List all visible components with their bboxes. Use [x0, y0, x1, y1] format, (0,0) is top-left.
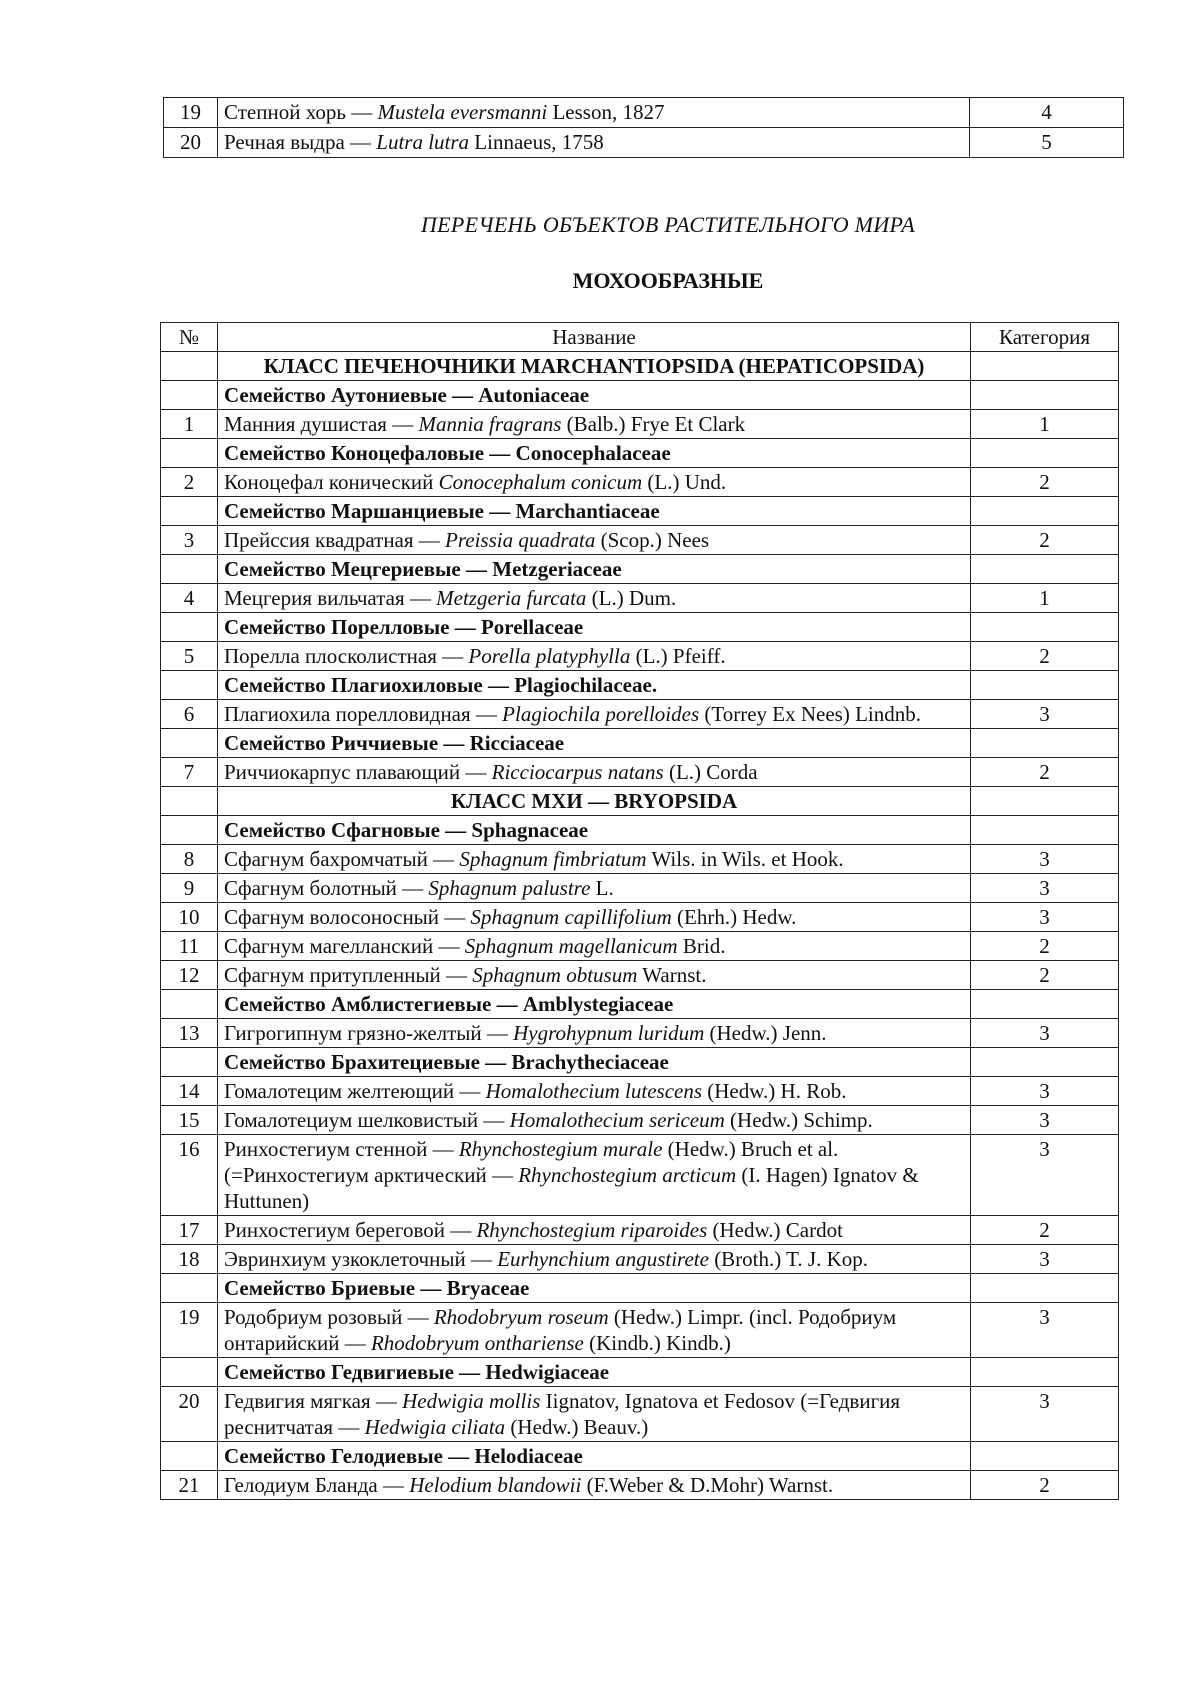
latin-name: Rhynchostegium arcticum [518, 1163, 737, 1187]
category-value: 2 [971, 1471, 1119, 1500]
category-value: 1 [971, 410, 1119, 439]
row-number: 20 [161, 1387, 218, 1442]
category-value [971, 1442, 1119, 1471]
latin-name: Sphagnum magellanicum [464, 934, 678, 958]
category-value: 3 [971, 700, 1119, 729]
latin-name: Mannia fragrans [418, 412, 562, 436]
table-row [161, 584, 1119, 613]
family-heading: Семейство Риччиевые — Ricciaceae [218, 729, 971, 758]
category-value: 3 [971, 1077, 1119, 1106]
family-row [161, 671, 1119, 700]
latin-name: Ricciocarpus natans [491, 760, 664, 784]
species-name: Порелла плосколистная — Porella platyphylla (L.) Pfeiff. [218, 642, 971, 671]
table-row [161, 468, 1119, 497]
species-name: Родобриум розовый — Rhodobryum roseum (Hedw.) Limpr. (incl. Родобриум онтарийский — Rhodobryum onthariense (Kindb.) Kindb.) [218, 1303, 971, 1358]
category-value [971, 497, 1119, 526]
latin-name: Mustela eversmanni [377, 100, 548, 124]
row-number: 18 [161, 1245, 218, 1274]
category-value: 3 [971, 845, 1119, 874]
family-row [161, 555, 1119, 584]
row-number: 19 [164, 98, 218, 128]
table-row [164, 128, 1124, 158]
category-value [971, 555, 1119, 584]
class-heading: КЛАСС ПЕЧЕНОЧНИКИ MARCHANTIOPSIDA (HEPATICOPSIDA) [218, 352, 971, 381]
table-row [161, 642, 1119, 671]
row-number [161, 729, 218, 758]
latin-name: Homalothecium sericeum [509, 1108, 725, 1132]
family-row [161, 497, 1119, 526]
header-name: Название [218, 323, 971, 352]
category-value [971, 787, 1119, 816]
family-heading: Семейство Сфагновые — Sphagnaceae [218, 816, 971, 845]
species-name: Гигрогипнум грязно-желтый — Hygrohypnum luridum (Hedw.) Jenn. [218, 1019, 971, 1048]
table-row [161, 1245, 1119, 1274]
row-number: 21 [161, 1471, 218, 1500]
row-number: 5 [161, 642, 218, 671]
table-row [161, 1216, 1119, 1245]
category-value: 1 [971, 584, 1119, 613]
latin-name: Helodium blandowii [409, 1473, 582, 1497]
row-number: 15 [161, 1106, 218, 1135]
species-name: Сфагнум болотный — Sphagnum palustre L. [218, 874, 971, 903]
table-row [161, 874, 1119, 903]
species-name: Гомалотециум шелковистый — Homalothecium sericeum (Hedw.) Schimp. [218, 1106, 971, 1135]
family-heading: Семейство Маршанциевые — Marchantiaceae [218, 497, 971, 526]
header-row [161, 323, 1119, 352]
category-value: 4 [970, 98, 1124, 128]
table-row [161, 1106, 1119, 1135]
row-number [161, 1442, 218, 1471]
family-row [161, 729, 1119, 758]
species-name: Прейссия квадратная — Preissia quadrata (Scop.) Nees [218, 526, 971, 555]
row-number [161, 381, 218, 410]
class-row [161, 787, 1119, 816]
family-heading: Семейство Мецгериевые — Metzgeriaceae [218, 555, 971, 584]
family-row [161, 1358, 1119, 1387]
latin-name: Conocephalum conicum [438, 470, 643, 494]
row-number [161, 990, 218, 1019]
category-value: 2 [971, 758, 1119, 787]
latin-name: Metzgeria furcata [436, 586, 587, 610]
category-value [971, 671, 1119, 700]
table-row [161, 1471, 1119, 1500]
fauna-table-continuation [163, 97, 1124, 158]
row-number: 8 [161, 845, 218, 874]
class-row [161, 352, 1119, 381]
family-heading: Семейство Аутониевые — Autoniaceae [218, 381, 971, 410]
row-number: 4 [161, 584, 218, 613]
category-value [971, 729, 1119, 758]
category-value: 2 [971, 932, 1119, 961]
family-heading: Семейство Порелловые — Porellaceae [218, 613, 971, 642]
category-value [971, 1274, 1119, 1303]
latin-name: Sphagnum capillifolium [470, 905, 672, 929]
row-number [161, 1048, 218, 1077]
species-name: Ринхостегиум стенной — Rhynchostegium murale (Hedw.) Bruch et al. (=Ринхостегиум арктический — Rhynchostegium arcticum (I. Hagen) Ignatov & Huttunen) [218, 1135, 971, 1216]
family-row [161, 990, 1119, 1019]
row-number: 11 [161, 932, 218, 961]
species-name: Плагиохила порелловидная — Plagiochila porelloides (Torrey Ex Nees) Lindnb. [218, 700, 971, 729]
row-number: 17 [161, 1216, 218, 1245]
category-value [971, 613, 1119, 642]
table-row [161, 1387, 1119, 1442]
latin-name: Rhynchostegium riparoides [476, 1218, 708, 1242]
category-value: 2 [971, 1216, 1119, 1245]
table-row [161, 700, 1119, 729]
species-name: Риччиокарпус плавающий — Ricciocarpus natans (L.) Corda [218, 758, 971, 787]
row-number: 16 [161, 1135, 218, 1216]
row-number: 7 [161, 758, 218, 787]
species-name: Гедвигия мягкая — Hedwigia mollis Iignatov, Ignatova et Fedosov (=Гедвигия реснитчатая — Hedwigia ciliata (Hedw.) Beauv.) [218, 1387, 971, 1442]
table-row [161, 1019, 1119, 1048]
species-name: Гелодиум Бланда — Helodium blandowii (F.Weber & D.Mohr) Warnst. [218, 1471, 971, 1500]
bryophyte-table [160, 322, 1119, 1500]
latin-name: Rhodobryum onthariense [370, 1331, 584, 1355]
row-number: 1 [161, 410, 218, 439]
latin-name: Eurhynchium angustirete [497, 1247, 709, 1271]
species-name: Гомалотецим желтеющий — Homalothecium lutescens (Hedw.) H. Rob. [218, 1077, 971, 1106]
category-value [971, 1048, 1119, 1077]
category-value [971, 352, 1119, 381]
latin-name: Sphagnum fimbriatum [459, 847, 647, 871]
category-value: 3 [971, 1387, 1119, 1442]
table-row [161, 1135, 1119, 1216]
family-row [161, 381, 1119, 410]
latin-name: Homalothecium lutescens [485, 1079, 703, 1103]
category-value: 2 [971, 961, 1119, 990]
family-row [161, 1442, 1119, 1471]
family-heading: Семейство Амблистегиевые — Amblystegiaceae [218, 990, 971, 1019]
row-number: 10 [161, 903, 218, 932]
row-number: 12 [161, 961, 218, 990]
row-number: 19 [161, 1303, 218, 1358]
family-heading: Семейство Гедвигиевые — Hedwigiaceae [218, 1358, 971, 1387]
category-value: 3 [971, 1245, 1119, 1274]
row-number: 14 [161, 1077, 218, 1106]
row-number [161, 816, 218, 845]
species-name: Степной хорь — Mustela eversmanni Lesson, 1827 [218, 98, 970, 128]
family-heading: Семейство Бриевые — Bryaceae [218, 1274, 971, 1303]
row-number: 9 [161, 874, 218, 903]
row-number: 2 [161, 468, 218, 497]
bryophyte-table-header [161, 323, 1119, 352]
latin-name: Porella platyphylla [468, 644, 631, 668]
row-number: 3 [161, 526, 218, 555]
category-value: 3 [971, 1019, 1119, 1048]
row-number [161, 555, 218, 584]
row-number [161, 1358, 218, 1387]
family-row [161, 816, 1119, 845]
family-row [161, 1048, 1119, 1077]
latin-name: Hygrohypnum luridum [513, 1021, 705, 1045]
fauna-table-body [164, 98, 1124, 158]
row-number [161, 613, 218, 642]
table-row [161, 410, 1119, 439]
row-number [161, 671, 218, 700]
category-value [971, 439, 1119, 468]
table-row [161, 932, 1119, 961]
row-number [161, 439, 218, 468]
row-number [161, 497, 218, 526]
category-value: 3 [971, 903, 1119, 932]
category-value: 3 [971, 1135, 1119, 1216]
table-row [161, 1077, 1119, 1106]
category-value [971, 1358, 1119, 1387]
family-row [161, 613, 1119, 642]
group-title: МОХООБРАЗНЫЕ [572, 268, 764, 293]
species-name: Сфагнум притупленный — Sphagnum obtusum Warnst. [218, 961, 971, 990]
family-heading: Семейство Брахитециевые — Brachytheciaceae [218, 1048, 971, 1077]
category-value: 5 [970, 128, 1124, 158]
latin-name: Sphagnum obtusum [472, 963, 638, 987]
family-heading: Семейство Гелодиевые — Helodiaceae [218, 1442, 971, 1471]
row-number: 13 [161, 1019, 218, 1048]
table-row [164, 98, 1124, 128]
table-row [161, 526, 1119, 555]
header-category: Категория [971, 323, 1119, 352]
species-name: Коноцефал конический Conocephalum conicum (L.) Und. [218, 468, 971, 497]
family-heading: Семейство Коноцефаловые — Conocephalaceae [218, 439, 971, 468]
category-value [971, 990, 1119, 1019]
list-title: ПЕРЕЧЕНЬ ОБЪЕКТОВ РАСТИТЕЛЬНОГО МИРА [420, 212, 916, 237]
latin-name: Plagiochila porelloides [502, 702, 700, 726]
species-name: Ринхостегиум береговой — Rhynchostegium riparoides (Hedw.) Cardot [218, 1216, 971, 1245]
species-name: Сфагнум бахромчатый — Sphagnum fimbriatum Wils. in Wils. et Hook. [218, 845, 971, 874]
class-heading: КЛАСС МХИ — BRYOPSIDA [218, 787, 971, 816]
category-value: 2 [971, 526, 1119, 555]
bryophyte-table-body [161, 352, 1119, 1500]
category-value: 3 [971, 1303, 1119, 1358]
category-value [971, 816, 1119, 845]
species-name: Сфагнум волосоносный — Sphagnum capillifolium (Ehrh.) Hedw. [218, 903, 971, 932]
species-name: Сфагнум магелланский — Sphagnum magellanicum Brid. [218, 932, 971, 961]
species-name: Речная выдра — Lutra lutra Linnaeus, 1758 [218, 128, 970, 158]
family-row [161, 439, 1119, 468]
row-number [161, 352, 218, 381]
row-number [161, 787, 218, 816]
table-row [161, 1303, 1119, 1358]
category-value: 2 [971, 642, 1119, 671]
species-name: Мецгерия вильчатая — Metzgeria furcata (L.) Dum. [218, 584, 971, 613]
category-value: 3 [971, 874, 1119, 903]
row-number: 20 [164, 128, 218, 158]
species-name: Манния душистая — Mannia fragrans (Balb.) Frye Et Clark [218, 410, 971, 439]
family-heading: Семейство Плагиохиловые — Plagiochilaceae. [218, 671, 971, 700]
row-number [161, 1274, 218, 1303]
row-number: 6 [161, 700, 218, 729]
table-row [161, 961, 1119, 990]
table-row [161, 758, 1119, 787]
latin-name: Rhynchostegium murale [458, 1137, 663, 1161]
header-number: № [161, 323, 218, 352]
latin-name: Hedwigia mollis [402, 1389, 541, 1413]
category-value: 2 [971, 468, 1119, 497]
latin-name: Lutra lutra [376, 130, 470, 154]
latin-name: Sphagnum palustre [428, 876, 591, 900]
species-name: Эвринхиум узкоклеточный — Eurhynchium angustirete (Broth.) T. J. Kop. [218, 1245, 971, 1274]
latin-name: Rhodobryum roseum [433, 1305, 609, 1329]
latin-name: Preissia quadrata [445, 528, 596, 552]
table-row [161, 845, 1119, 874]
category-value: 3 [971, 1106, 1119, 1135]
category-value [971, 381, 1119, 410]
family-row [161, 1274, 1119, 1303]
table-row [161, 903, 1119, 932]
latin-name: Hedwigia ciliata [364, 1415, 506, 1439]
